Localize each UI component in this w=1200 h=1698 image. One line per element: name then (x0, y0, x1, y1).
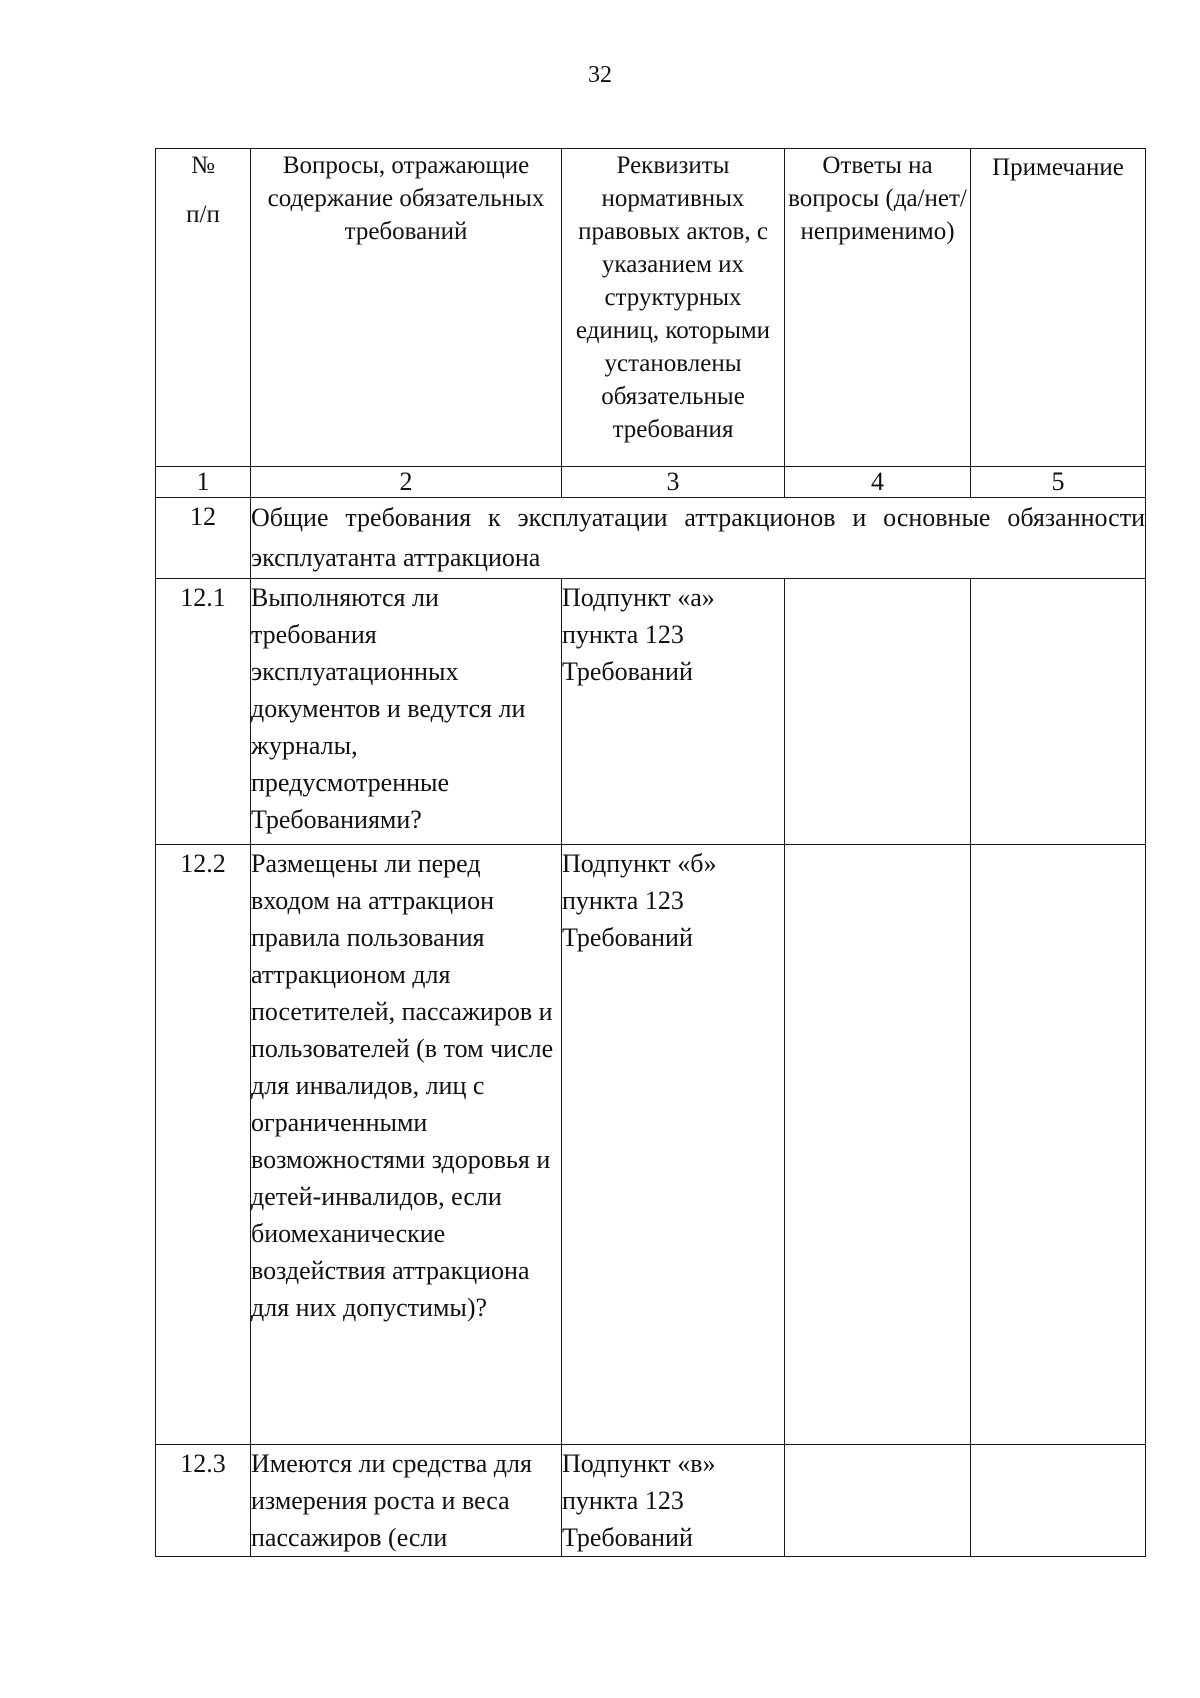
column-index: 4 (785, 467, 971, 498)
row-number: 12.2 (156, 845, 251, 1445)
row-number: 12.3 (156, 1445, 251, 1557)
header-note: Примечание (971, 149, 1146, 467)
row-requisite: Подпункт «в» пункта 123 Требований (562, 1445, 785, 1557)
row-note (971, 579, 1146, 845)
section-title: Общие требования к эксплуатации аттракционов и основные обязанности эксплуатанта аттракциона (251, 498, 1146, 579)
checklist-table (155, 148, 1146, 1557)
row-requisite: Подпункт «а» пункта 123 Требований (562, 579, 785, 845)
header-requisites: Реквизиты нормативных правовых актов, с указанием их структурных единиц, которыми установлены обязательные требования (562, 149, 785, 467)
header-answers: Ответы на вопросы (да/нет/ неприменимо) (785, 149, 971, 467)
row-requisite: Подпункт «б» пункта 123 Требований (562, 845, 785, 1445)
row-note (971, 845, 1146, 1445)
column-index-row (156, 467, 1146, 498)
header-questions: Вопросы, отражающие содержание обязательных требований (251, 149, 562, 467)
header-row (156, 149, 1146, 467)
table-row (156, 579, 1146, 845)
row-answer (785, 845, 971, 1445)
section-number: 12 (156, 498, 251, 579)
row-number: 12.1 (156, 579, 251, 845)
row-question: Имеются ли средства для измерения роста и веса пассажиров (если (251, 1445, 562, 1557)
row-question: Размещены ли перед входом на аттракцион правила пользования аттракционом для посетителей, пассажиров и пользователей (в том числе для инвалидов, лиц с ограниченными возможностями здоровья и детей-инвалидов, если биомеханические воздействия аттракциона для них допустимы)? (251, 845, 562, 1445)
row-question: Выполняются ли требования эксплуатационных документов и ведутся ли журналы, предусмотренные Требованиями? (251, 579, 562, 845)
row-answer (785, 1445, 971, 1557)
column-index: 1 (156, 467, 251, 498)
header-number-symbol: № (191, 152, 215, 179)
section-row (156, 498, 1146, 579)
table-row (156, 845, 1146, 1445)
row-answer (785, 579, 971, 845)
header-number-label: п/п (186, 201, 220, 228)
page-number: 32 (588, 62, 612, 88)
header-number (156, 149, 251, 467)
column-index: 2 (251, 467, 562, 498)
row-note (971, 1445, 1146, 1557)
table-row (156, 1445, 1146, 1557)
column-index: 3 (562, 467, 785, 498)
column-index: 5 (971, 467, 1146, 498)
